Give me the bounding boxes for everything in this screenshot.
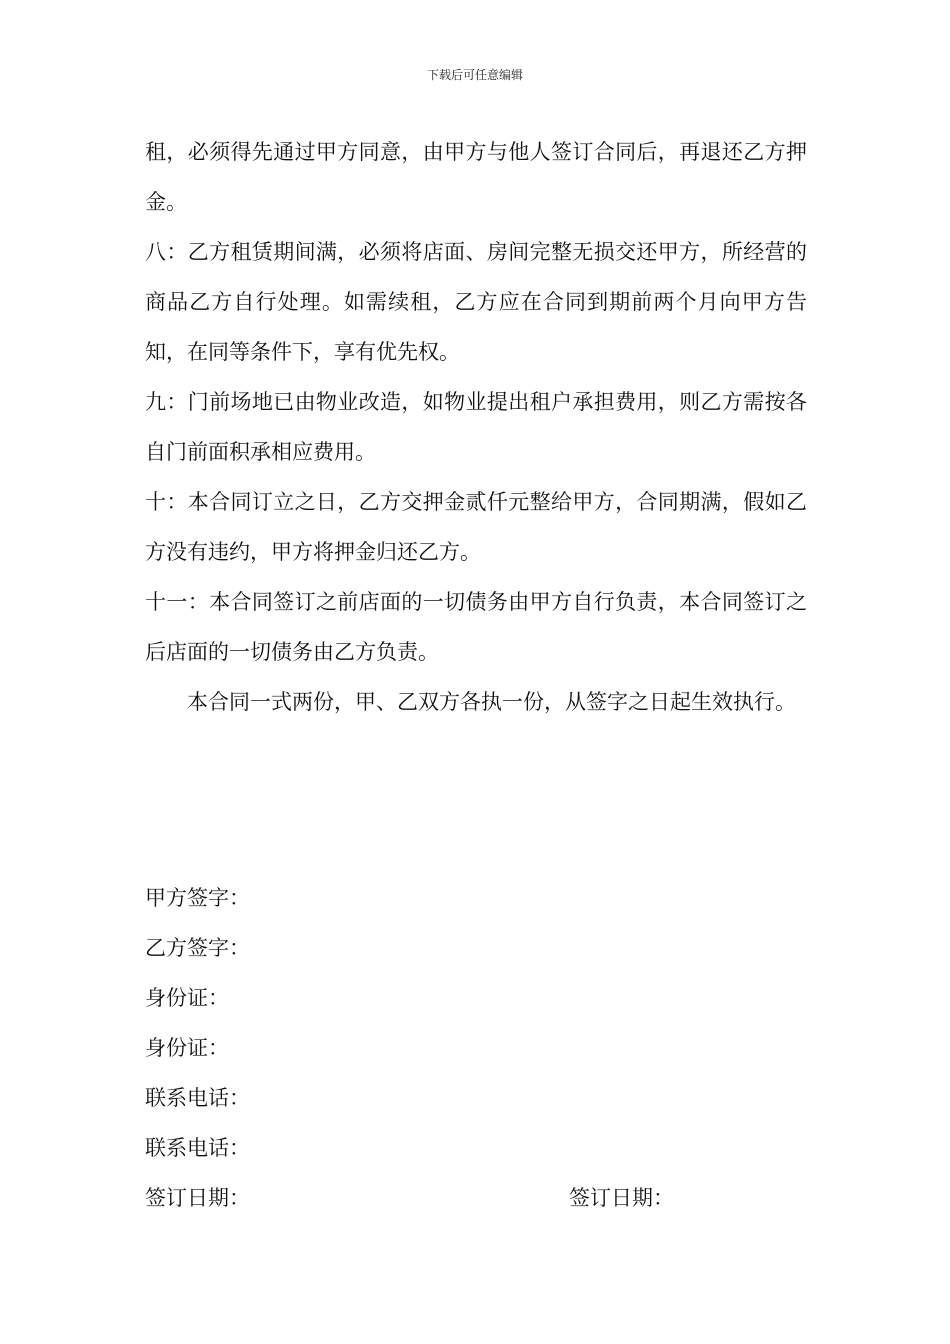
id-card-label-2: 身份证：	[145, 1036, 229, 1060]
paragraph-clause-9: 九：门前场地已由物业改造，如物业提出租户承担费用，则乙方需按各自门前面积承相应费用。	[145, 390, 807, 464]
party-b-signature-line	[145, 923, 807, 973]
phone-label-2: 联系电话：	[145, 1136, 250, 1160]
party-a-signature-label: 甲方签字：	[145, 886, 250, 910]
paragraph-clause-10: 十：本合同订立之日，乙方交押金贰仟元整给甲方，合同期满，假如乙方没有违约，甲方将押金归还乙方。	[145, 490, 807, 564]
paragraph-copies: 本合同一式两份，甲、乙双方各执一份，从签字之日起生效执行。	[187, 690, 796, 714]
sign-date-label-right: 签订日期：	[569, 1186, 674, 1210]
phone-line-1	[145, 1073, 807, 1123]
page-header: 下载后可任意编辑	[426, 68, 523, 82]
id-card-line-2	[145, 1023, 807, 1073]
paragraph-deposit-refund: 租，必须得先通过甲方同意，由甲方与他人签订合同后，再退还乙方押金。	[145, 140, 807, 214]
party-b-signature-label: 乙方签字：	[145, 936, 250, 960]
sign-date-label-left: 签订日期：	[145, 1186, 250, 1210]
paragraph-clause-8: 八：乙方租赁期间满，必须将店面、房间完整无损交还甲方，所经营的商品乙方自行处理。如需续租，乙方应在合同到期前两个月向甲方告知，在同等条件下，享有优先权。	[145, 240, 807, 364]
contract-body	[145, 127, 807, 727]
phone-label-1: 联系电话：	[145, 1086, 250, 1110]
party-a-signature-line	[145, 873, 807, 923]
id-card-label-1: 身份证：	[145, 986, 229, 1010]
sign-date-line	[145, 1173, 807, 1223]
signature-block	[145, 873, 807, 1223]
phone-line-2	[145, 1123, 807, 1173]
paragraph-clause-11: 十一：本合同签订之前店面的一切债务由甲方自行负责，本合同签订之后店面的一切债务由乙方负责。	[145, 590, 807, 664]
id-card-line-1	[145, 973, 807, 1023]
